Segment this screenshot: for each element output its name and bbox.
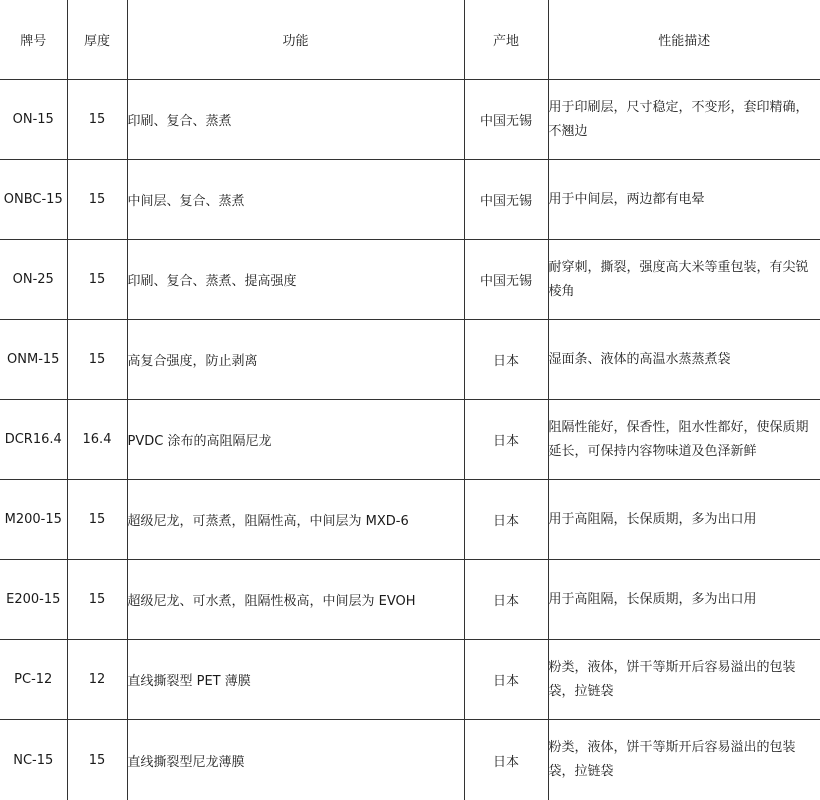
cell-function: PVDC 涂布的高阻隔尼龙 <box>127 400 464 480</box>
cell-thickness: 15 <box>67 560 127 640</box>
cell-performance: 湿面条、液体的高温水蒸蒸煮袋 <box>548 320 820 400</box>
table-row <box>0 480 820 560</box>
header-function: 功能 <box>127 0 464 80</box>
cell-origin: 中国无锡 <box>464 240 548 320</box>
cell-function: 印刷、复合、蒸煮 <box>127 80 464 160</box>
cell-function: 超级尼龙，可蒸煮，阻隔性高，中间层为 MXD-6 <box>127 480 464 560</box>
header-brand: 牌号 <box>0 0 67 80</box>
table-row <box>0 400 820 480</box>
cell-brand: ON-25 <box>0 240 67 320</box>
cell-function: 直线撕裂型 PET 薄膜 <box>127 640 464 720</box>
cell-thickness: 15 <box>67 240 127 320</box>
cell-function: 印刷、复合、蒸煮、提高强度 <box>127 240 464 320</box>
cell-thickness: 15 <box>67 320 127 400</box>
header-origin: 产地 <box>464 0 548 80</box>
cell-performance: 粉类，液体，饼干等斯开后容易溢出的包装袋，拉链袋 <box>548 640 820 720</box>
cell-performance: 用于高阻隔，长保质期，多为出口用 <box>548 480 820 560</box>
cell-performance: 耐穿刺，撕裂，强度高大米等重包装，有尖锐棱角 <box>548 240 820 320</box>
cell-origin: 日本 <box>464 480 548 560</box>
cell-brand: ON-15 <box>0 80 67 160</box>
cell-brand: DCR16.4 <box>0 400 67 480</box>
cell-performance: 阻隔性能好，保香性，阻水性都好，使保质期延长，可保持内容物味道及色泽新鲜 <box>548 400 820 480</box>
cell-origin: 日本 <box>464 640 548 720</box>
cell-performance: 粉类，液体，饼干等斯开后容易溢出的包装袋，拉链袋 <box>548 720 820 800</box>
cell-function: 中间层、复合、蒸煮 <box>127 160 464 240</box>
table-header-row <box>0 0 820 80</box>
cell-performance: 用于高阻隔，长保质期，多为出口用 <box>548 560 820 640</box>
cell-function: 直线撕裂型尼龙薄膜 <box>127 720 464 800</box>
cell-origin: 日本 <box>464 400 548 480</box>
table-row <box>0 160 820 240</box>
cell-function: 高复合强度，防止剥离 <box>127 320 464 400</box>
cell-performance: 用于印刷层，尺寸稳定，不变形，套印精确，不翘边 <box>548 80 820 160</box>
cell-thickness: 12 <box>67 640 127 720</box>
table-row <box>0 80 820 160</box>
table-row <box>0 240 820 320</box>
table-row <box>0 640 820 720</box>
cell-performance: 用于中间层，两边都有电晕 <box>548 160 820 240</box>
cell-thickness: 16.4 <box>67 400 127 480</box>
header-thickness: 厚度 <box>67 0 127 80</box>
table-row <box>0 560 820 640</box>
table-row <box>0 320 820 400</box>
cell-origin: 日本 <box>464 720 548 800</box>
cell-brand: NC-15 <box>0 720 67 800</box>
cell-brand: M200-15 <box>0 480 67 560</box>
table-row <box>0 720 820 800</box>
cell-brand: ONM-15 <box>0 320 67 400</box>
header-performance: 性能描述 <box>548 0 820 80</box>
cell-origin: 日本 <box>464 560 548 640</box>
cell-thickness: 15 <box>67 480 127 560</box>
cell-brand: ONBC-15 <box>0 160 67 240</box>
cell-brand: PC-12 <box>0 640 67 720</box>
cell-thickness: 15 <box>67 720 127 800</box>
cell-thickness: 15 <box>67 160 127 240</box>
cell-origin: 日本 <box>464 320 548 400</box>
cell-brand: E200-15 <box>0 560 67 640</box>
cell-origin: 中国无锡 <box>464 80 548 160</box>
cell-thickness: 15 <box>67 80 127 160</box>
cell-origin: 中国无锡 <box>464 160 548 240</box>
cell-function: 超级尼龙、可水煮，阻隔性极高，中间层为 EVOH <box>127 560 464 640</box>
